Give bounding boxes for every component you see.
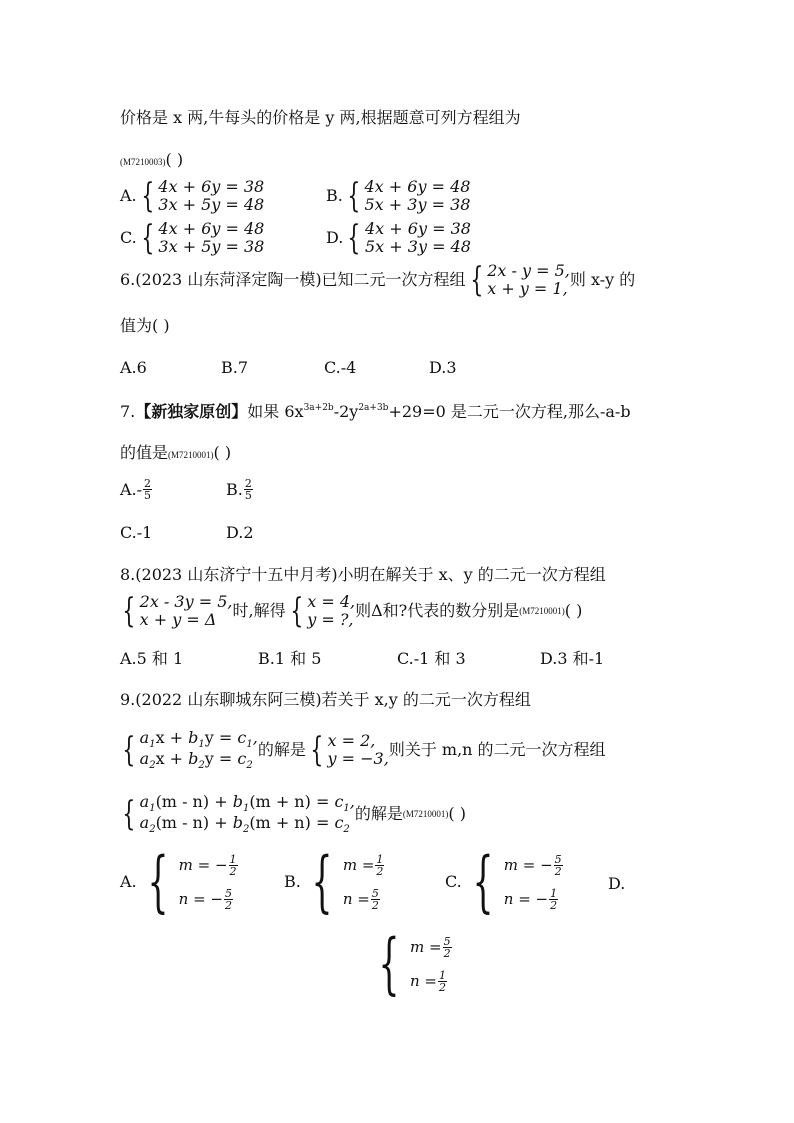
q6-option-a: A.6 bbox=[120, 358, 147, 377]
left-brace-icon: { bbox=[347, 176, 361, 216]
equation-system bbox=[158, 178, 264, 214]
left-brace-icon: { bbox=[122, 591, 136, 631]
equation: n = − $\frac{5}{2}$ bbox=[178, 886, 232, 912]
left-brace-icon: { bbox=[289, 591, 303, 631]
q9-option-b bbox=[284, 843, 384, 920]
stem-text: 的解是 bbox=[354, 804, 403, 823]
equation-system bbox=[158, 220, 264, 256]
q7-option-d: D.2 bbox=[226, 523, 254, 542]
left-brace-icon: { bbox=[347, 218, 361, 258]
stem-text: 则关于 m,n 的二元一次方程组 bbox=[388, 740, 606, 759]
q5-text-line: 价格是 x 两,牛每头的价格是 y 两,根据题意可列方程组为 bbox=[120, 108, 521, 127]
option-label: B. bbox=[226, 479, 243, 499]
q8-option-c: C.-1 和 3 bbox=[397, 649, 466, 668]
stem-text: 的解是 bbox=[257, 740, 306, 759]
equation: 3x + 5y = 48 bbox=[158, 195, 265, 214]
equation: $a_2(m - n) + b_2(m + n) = c_2$ bbox=[139, 813, 350, 835]
q9-line2 bbox=[118, 729, 606, 771]
equation: y = −3, bbox=[327, 749, 389, 768]
left-brace-icon: { bbox=[140, 176, 154, 216]
equation: m = − $\frac{1}{2}$ bbox=[178, 852, 237, 878]
equation: x = 2, bbox=[327, 731, 376, 750]
q8-option-a: A.5 和 1 bbox=[120, 649, 184, 668]
equation: n = $\frac{1}{2}$ bbox=[410, 968, 446, 994]
equation: 4x + 6y = 48 bbox=[158, 219, 265, 238]
left-brace-icon: { bbox=[311, 843, 333, 920]
left-brace-icon: { bbox=[469, 260, 483, 300]
option-label: C. bbox=[120, 228, 137, 247]
answer-blank: ( ) bbox=[564, 601, 583, 620]
q6-prefix: 6.(2023 山东菏泽定陶一模)已知二元一次方程组 bbox=[120, 270, 466, 289]
answer-blank: ( ) bbox=[213, 443, 232, 462]
equation-system bbox=[365, 220, 471, 256]
option-label: A.- bbox=[120, 479, 143, 499]
left-brace-icon: { bbox=[378, 925, 400, 1002]
equation: m = $\frac{1}{2}$ bbox=[342, 852, 384, 878]
equation-system bbox=[364, 178, 470, 214]
solution-system bbox=[328, 732, 389, 768]
stem-text: 如果 6x bbox=[247, 402, 304, 421]
q6-option-d: D.3 bbox=[429, 358, 457, 377]
exponent: 2a+3b bbox=[358, 403, 389, 413]
q8-stem: 8.(2023 山东济宁十五中月考)小明在解关于 x、y 的二元一次方程组 bbox=[120, 565, 606, 584]
option-label: B. bbox=[284, 872, 301, 891]
left-brace-icon: { bbox=[472, 843, 494, 920]
equation-system bbox=[140, 793, 355, 835]
equation: n = − $\frac{1}{2}$ bbox=[503, 886, 558, 912]
option-label: D. bbox=[326, 228, 344, 247]
problem-code: (M7210003) bbox=[120, 157, 166, 167]
q7-stem bbox=[120, 404, 631, 420]
question-tag: 【新独家原创】 bbox=[135, 402, 248, 421]
solution-system bbox=[410, 930, 452, 998]
stem-text: 则Δ和?代表的数分别是 bbox=[355, 601, 520, 620]
q9-line3 bbox=[118, 793, 466, 835]
stem-text: -2y bbox=[333, 402, 359, 421]
fraction: $\frac{2}{5}$ bbox=[144, 477, 152, 502]
q5-option-d bbox=[326, 220, 471, 256]
equation: m = − $\frac{5}{2}$ bbox=[503, 852, 562, 878]
equation: $a_1(m - n) + b_1(m + n) = c_1$, bbox=[139, 792, 355, 814]
q9-option-a bbox=[120, 843, 238, 920]
problem-code: (M7210001) bbox=[519, 606, 565, 616]
q5-option-c bbox=[120, 220, 264, 256]
solution-system bbox=[179, 848, 238, 916]
q9-stem: 9.(2022 山东聊城东阿三模)若关于 x,y 的二元一次方程组 bbox=[120, 690, 531, 709]
q5-option-b bbox=[326, 178, 470, 214]
problem-code: (M7210001) bbox=[402, 809, 449, 819]
q9-option-d-label: D. bbox=[608, 874, 626, 893]
q7-line2 bbox=[120, 445, 231, 461]
equation: x + y = Δ bbox=[139, 610, 217, 629]
solution-system bbox=[504, 848, 563, 916]
equation: $a_2x + b_2y = c_2$ bbox=[139, 749, 253, 771]
q7-option-c: C.-1 bbox=[120, 523, 153, 542]
left-brace-icon: { bbox=[122, 730, 136, 770]
equation: x = 4, bbox=[307, 592, 356, 611]
q6-suffix: 则 x-y 的 bbox=[569, 270, 636, 289]
option-label: A. bbox=[120, 186, 137, 205]
equation: x + y = 1, bbox=[487, 279, 568, 298]
q9-option-d bbox=[368, 925, 452, 1002]
equation-system bbox=[487, 262, 570, 298]
q6-option-c: C.-4 bbox=[324, 358, 357, 377]
option-label: A. bbox=[120, 872, 137, 891]
solution-system bbox=[307, 593, 355, 629]
equation: 4x + 6y = 38 bbox=[158, 177, 265, 196]
problem-code: (M7210001) bbox=[168, 450, 214, 460]
option-label: B. bbox=[326, 186, 343, 205]
equation-system bbox=[140, 729, 258, 771]
q6-option-b: B.7 bbox=[221, 358, 249, 377]
equation: 4x + 6y = 38 bbox=[364, 219, 471, 238]
left-brace-icon: { bbox=[141, 218, 155, 258]
equation: 3x + 5y = 38 bbox=[158, 237, 265, 256]
exponent: 3a+2b bbox=[303, 403, 334, 413]
equation: 5x + 3y = 48 bbox=[364, 237, 471, 256]
equation: 2x - 3y = 5, bbox=[139, 592, 233, 611]
equation: 2x - y = 5, bbox=[487, 261, 570, 280]
q8-option-b: B.1 和 5 bbox=[258, 649, 322, 668]
q5-option-a bbox=[120, 178, 264, 214]
equation: y = ?, bbox=[307, 610, 354, 629]
q7-option-a bbox=[120, 478, 152, 501]
answer-blank: ( ) bbox=[448, 804, 466, 823]
q9-option-c bbox=[445, 843, 563, 920]
left-brace-icon: { bbox=[122, 794, 136, 834]
stem-text: 时,解得 bbox=[232, 601, 286, 620]
equation: 4x + 6y = 48 bbox=[364, 177, 471, 196]
stem-text: 的值是 bbox=[120, 443, 169, 462]
q6-line2: 值为( ) bbox=[120, 316, 170, 335]
equation: 5x + 3y = 38 bbox=[364, 195, 471, 214]
equation-system bbox=[140, 593, 233, 629]
q5-code-line bbox=[120, 152, 183, 168]
q8-line2 bbox=[118, 593, 582, 629]
fraction: $\frac{2}{5}$ bbox=[244, 477, 252, 502]
solution-system bbox=[343, 848, 385, 916]
equation: n = $\frac{5}{2}$ bbox=[342, 886, 379, 912]
q8-option-d: D.3 和-1 bbox=[540, 649, 605, 668]
stem-text: +29=0 是二元一次方程,那么-a-b bbox=[388, 402, 631, 421]
answer-blank: ( ) bbox=[165, 150, 184, 169]
equation: $a_1x + b_1y = c_1$, bbox=[139, 728, 258, 750]
equation: m = $\frac{5}{2}$ bbox=[410, 934, 451, 960]
question-number: 7. bbox=[120, 402, 136, 421]
option-label: C. bbox=[445, 872, 462, 891]
left-brace-icon: { bbox=[310, 730, 324, 770]
q7-option-b bbox=[226, 478, 253, 501]
q6-stem bbox=[120, 262, 635, 298]
left-brace-icon: { bbox=[147, 843, 169, 920]
